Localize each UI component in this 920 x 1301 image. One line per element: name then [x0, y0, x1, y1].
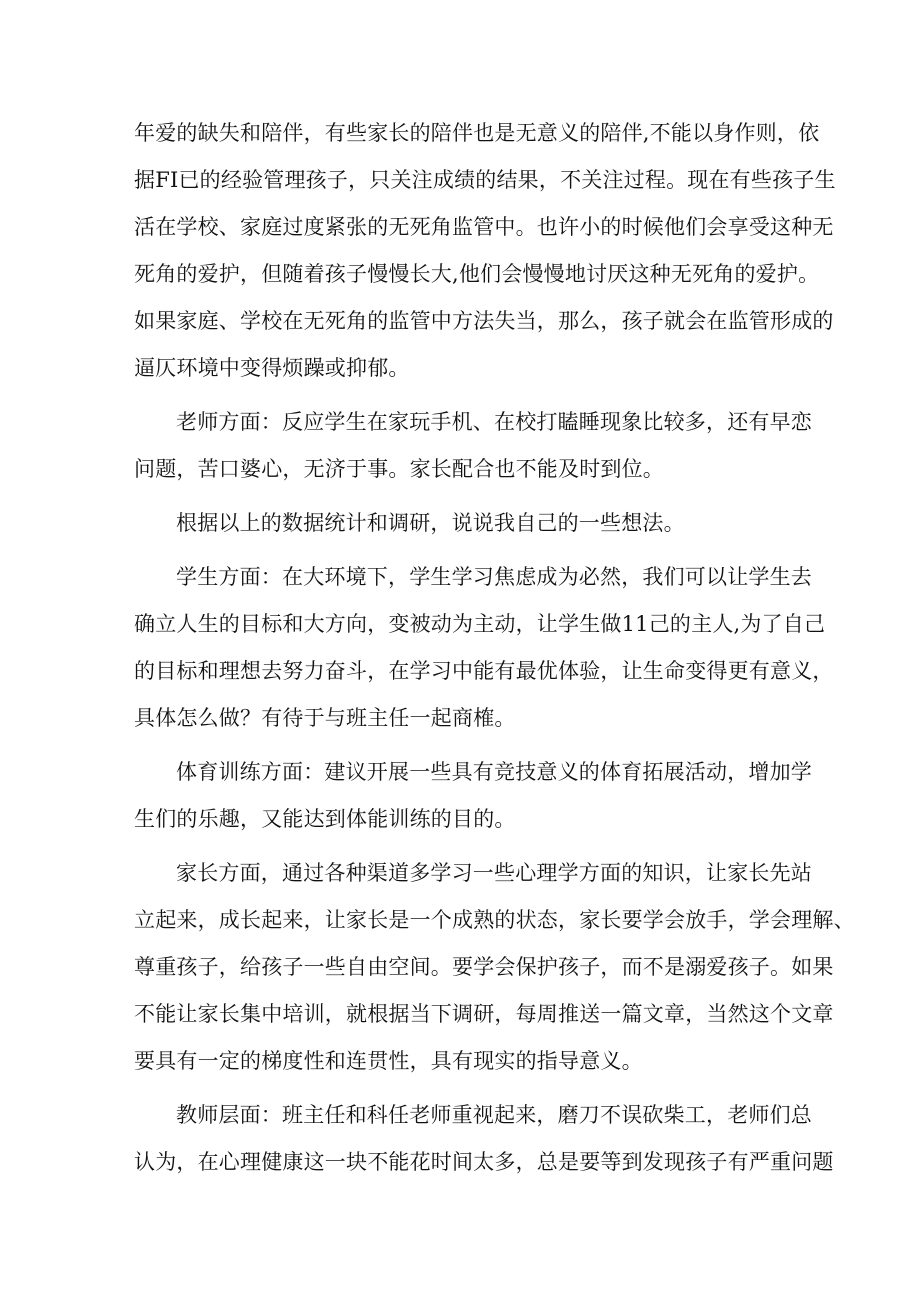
text-line: 死角的爱护，但随着孩子慢慢长大,他们会慢慢地讨厌这种无死角的爱护。	[134, 262, 820, 286]
text-line: 要具有一定的梯度性和连贯性，具有现实的指导意义。	[134, 1049, 643, 1073]
text-line: 据FI已的经验管理孩子，只关注成绩的结果，不关注过程。现在有些孩子生	[134, 168, 836, 192]
text-line: 逼仄环境中变得烦躁或抑郁。	[134, 356, 410, 380]
text-line: 认为，在心理健康这一块不能花时间太多，总是要等到发现孩子有严重问题	[134, 1150, 834, 1174]
text-line: 不能让家长集中培训，就根据当下调研，每周推送一篇文章，当然这个文章	[134, 1002, 834, 1026]
paragraph-start-line: 学生方面：在大环境下，学生学习焦虑成为必然，我们可以让学生去	[176, 565, 812, 589]
paragraph-start-line: 教师层面：班主任和科任老师重视起来，磨刀不误砍柴工，老师们总	[176, 1103, 812, 1127]
paragraph-start-line: 体育训练方面：建议开展一些具有竞技意义的体育拓展活动，增加学	[176, 760, 812, 784]
text-line: 年爱的缺失和陪伴，有些家长的陪伴也是无意义的陪伴,不能以身作则，依	[134, 121, 820, 145]
paragraph-start-line: 根据以上的数据统计和调研，说说我自己的一些想法。	[176, 511, 685, 535]
text-line: 的目标和理想去努力奋斗，在学习中能有最优体验，让生命变得更有意义，	[134, 659, 834, 683]
text-line: 如果家庭、学校在无死角的监管中方法失当，那么，孩子就会在监管形成的	[134, 309, 834, 333]
paragraph-start-line: 家长方面，通过各种渠道多学习一些心理学方面的知识，让家长先站	[176, 861, 812, 885]
paragraph-start-line: 老师方面：反应学生在家玩手机、在校打瞌睡现象比较多，还有早恋	[176, 410, 812, 434]
text-line: 生们的乐趣，又能达到体能训练的目的。	[134, 807, 516, 831]
text-line: 尊重孩子，给孩子一些自由空间。要学会保护孩子，而不是溺爱孩子。如果	[134, 955, 834, 979]
text-line: 具体怎么做？有待于与班主任一起商榷。	[134, 706, 516, 730]
text-line: 问题，苦口婆心，无济于事。家长配合也不能及时到位。	[134, 457, 664, 481]
text-line: 立起来，成长起来，让家长是一个成熟的状态，家长要学会放手，学会理解、	[134, 908, 855, 932]
text-line: 确立人生的目标和大方向，变被动为主动，让学生做11己的主人,为了自己	[134, 612, 826, 636]
text-line: 活在学校、家庭过度紧张的无死角监管中。也许小的时候他们会享受这种无	[134, 215, 834, 239]
